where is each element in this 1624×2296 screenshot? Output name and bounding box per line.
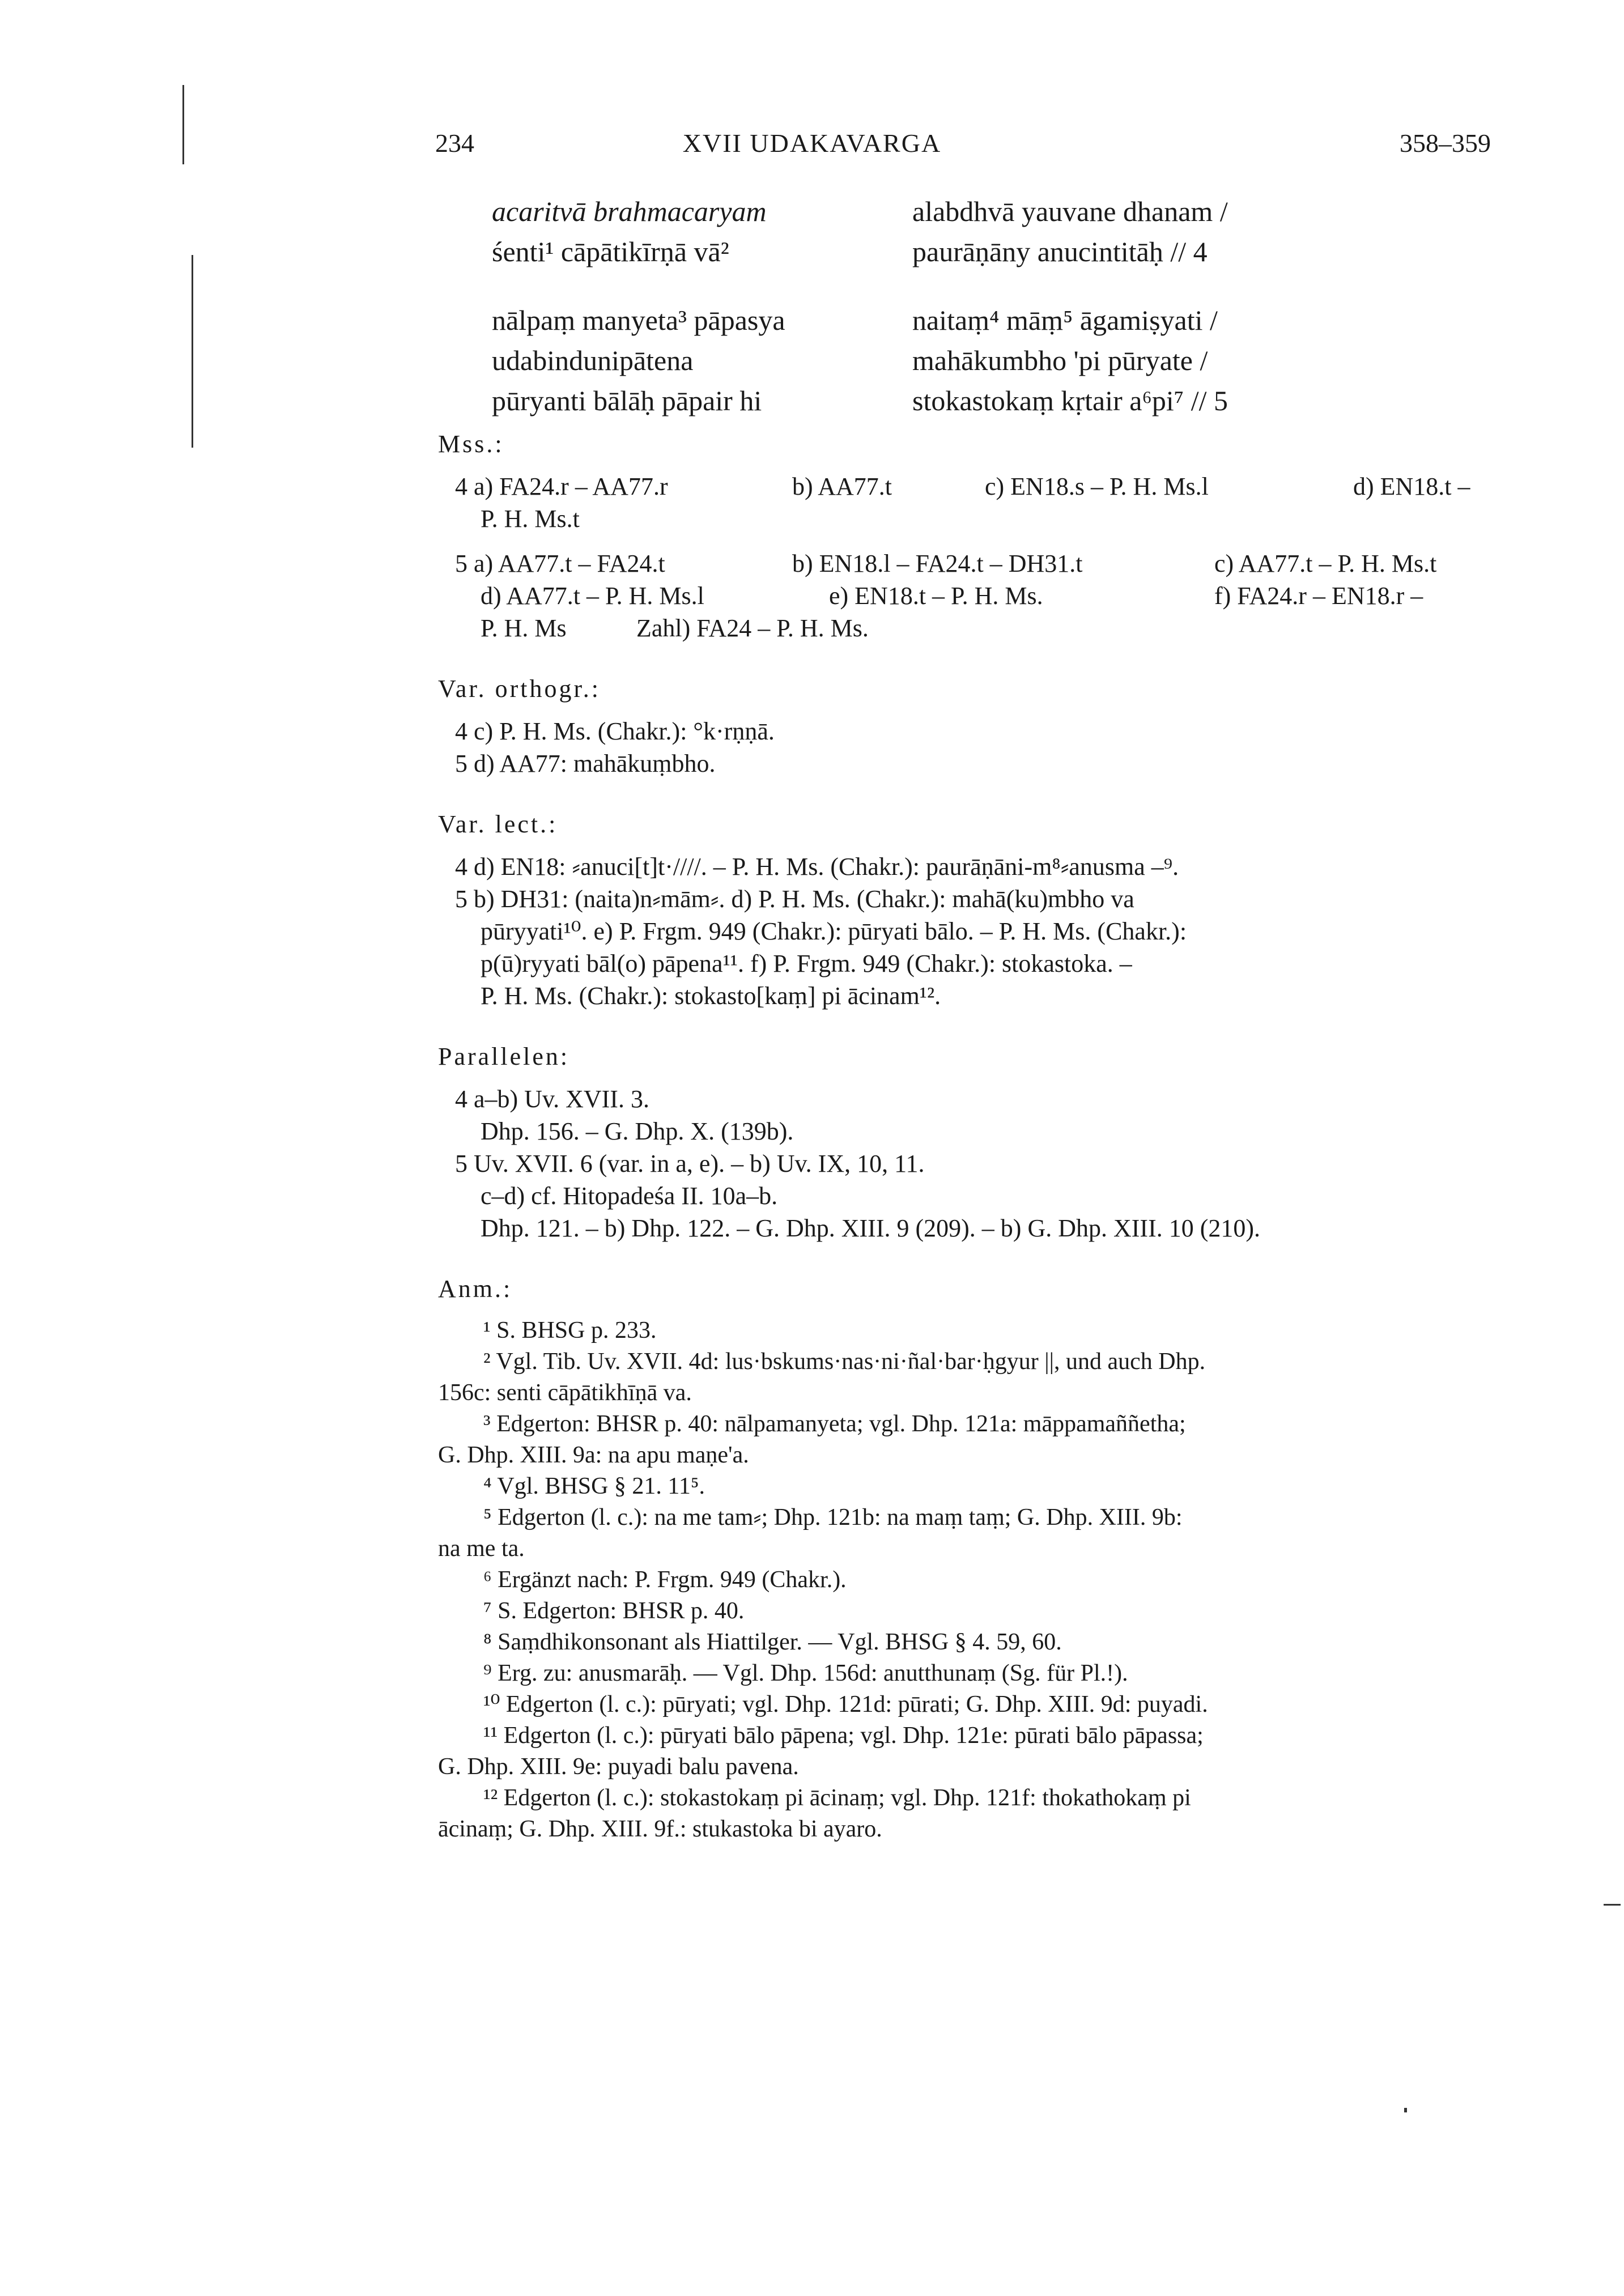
verse-pada-b: paurāṇāny anucintitāḥ // 4: [912, 236, 1208, 267]
apparatus-line: 4 a–b) Uv. XVII. 3.: [455, 1085, 649, 1113]
footnote-line: ¹¹ Edgerton (l. c.): pūryati bālo pāpena; vgl. Dhp. 121e: pūrati bālo pāpassa;: [483, 1723, 1204, 1749]
apparatus-line: 4 d) EN18: ⸗anuci[t]t·////. – P. H. Ms. (Chakr.): paurāṇāni-m⁸⸗anusma –⁹.: [455, 853, 1179, 881]
footnote-line: ¹ S. BHSG p. 233.: [483, 1317, 657, 1343]
footnote-line: ācinaṃ; G. Dhp. XIII. 9f.: stukastoka bi ayaro.: [438, 1816, 882, 1842]
verse-gap: [492, 272, 1512, 300]
var-orthogr-entries: [455, 715, 1503, 780]
apparatus-line: 5 d) AA77: mahākuṃbho.: [455, 750, 716, 777]
mss-item: f) FA24.r – EN18.r –: [1214, 582, 1423, 610]
page-number: 234: [435, 129, 474, 158]
verse-range: 358–359: [1400, 129, 1491, 158]
footnote-line: ⁴ Vgl. BHSG § 21. 11⁵.: [483, 1473, 705, 1499]
mss-row: [455, 503, 1503, 535]
verse-pada-a: pūryanti bālāḥ pāpair hi: [492, 385, 762, 416]
verse-line: [492, 300, 1512, 341]
mss-row: [455, 612, 1503, 644]
mss-row: [455, 580, 1503, 612]
running-title: XVII UDAKAVARGA: [682, 129, 942, 158]
var-orthogr-heading: Var. orthogr.:: [438, 675, 601, 703]
scan-margin-mark: [1604, 1904, 1621, 1906]
footnote-line: ¹² Edgerton (l. c.): stokastokaṃ pi ācinaṃ; vgl. Dhp. 121f: thokathokaṃ pi: [483, 1785, 1191, 1811]
verse-pada-b: alabdhvā yauvane dhanam /: [912, 195, 1228, 227]
verse-block: [492, 192, 1512, 421]
scan-margin-mark: [192, 255, 193, 448]
footnote-line: ¹⁰ Edgerton (l. c.): pūryati; vgl. Dhp. 121d: pūrati; G. Dhp. XIII. 9d: puyadi.: [483, 1691, 1208, 1717]
apparatus-line: P. H. Ms. (Chakr.): stokasto[kaṃ] pi ācinam¹².: [481, 982, 941, 1010]
footnote-line: ² Vgl. Tib. Uv. XVII. 4d: lus·bskums·nas·ni·ñal·bar·ḥgyur ||, und auch Dhp.: [483, 1349, 1206, 1375]
apparatus-line: Dhp. 156. – G. Dhp. X. (139b).: [481, 1117, 794, 1145]
mss-item: Zahl) FA24 – P. H. Ms.: [636, 614, 869, 642]
apparatus-line: 5 b) DH31: (naita)n⸗mām⸗. d) P. H. Ms. (Chakr.): mahā(ku)mbho va: [455, 885, 1134, 913]
apparatus-line: p(ū)ryyati bāl(o) pāpena¹¹. f) P. Frgm. 949 (Chakr.): stokastoka. –: [481, 950, 1132, 977]
verse-pada-a: acaritvā brahmacaryam: [492, 195, 767, 227]
apparatus-line: pūryyati¹⁰. e) P. Frgm. 949 (Chakr.): pūryati bālo. – P. H. Ms. (Chakr.):: [481, 917, 1187, 945]
apparatus-line: 5 Uv. XVII. 6 (var. in a, e). – b) Uv. IX, 10, 11.: [455, 1150, 925, 1177]
footnotes: [438, 1315, 1503, 1845]
verse-pada-b: stokastokaṃ kṛtair a⁶pi⁷ // 5: [912, 385, 1228, 416]
mss-item: b) EN18.l – FA24.t – DH31.t: [792, 550, 1083, 577]
verse-line: [492, 192, 1512, 232]
parallelen-entries: [455, 1083, 1503, 1244]
mss-item: b) AA77.t: [792, 473, 892, 500]
mss-item: e) EN18.t – P. H. Ms.: [829, 582, 1043, 610]
mss-item: 5 a) AA77.t – FA24.t: [455, 550, 665, 577]
footnote-line: ⁹ Erg. zu: anusmarāḥ. — Vgl. Dhp. 156d: anutthunaṃ (Sg. für Pl.!).: [483, 1660, 1128, 1686]
apparatus-line: c–d) cf. Hitopadeśa II. 10a–b.: [481, 1182, 778, 1210]
verse-pada-a: udabindunipātena: [492, 345, 694, 376]
parallelen-heading: Parallelen:: [438, 1043, 570, 1070]
verse-pada-a: nālpaṃ manyeta³ pāpasya: [492, 304, 785, 336]
verse-pada-a: śenti¹ cāpātikīrṇā vā²: [492, 236, 729, 267]
verse-line: [492, 341, 1512, 381]
footnote-line: ⁵ Edgerton (l. c.): na me tam⸗; Dhp. 121b: na maṃ taṃ; G. Dhp. XIII. 9b:: [483, 1504, 1183, 1530]
footnote-line: G. Dhp. XIII. 9e: puyadi balu pavena.: [438, 1754, 799, 1780]
verse-pada-b: mahākumbho 'pi pūryate /: [912, 345, 1208, 376]
mss-item: P. H. Ms: [481, 614, 567, 642]
apparatus-line: Dhp. 121. – b) Dhp. 122. – G. Dhp. XIII. 9 (209). – b) G. Dhp. XIII. 10 (210).: [481, 1214, 1261, 1242]
apparatus-line: 4 c) P. H. Ms. (Chakr.): °k·rṇṇā.: [455, 717, 775, 745]
mss-item: d) EN18.t –: [1353, 473, 1470, 500]
mss-row: [455, 547, 1503, 580]
anm-heading: Anm.:: [438, 1275, 513, 1303]
verse-line: [492, 232, 1512, 272]
var-lect-entries: [455, 851, 1503, 1012]
footnote-line: G. Dhp. XIII. 9a: na apu maṇe'a.: [438, 1442, 749, 1468]
footnote-line: ⁶ Ergänzt nach: P. Frgm. 949 (Chakr.).: [483, 1567, 847, 1593]
footnote-line: na me ta.: [438, 1536, 525, 1562]
mss-item: P. H. Ms.t: [481, 505, 580, 533]
mss-heading: Mss.:: [438, 430, 504, 458]
var-lect-heading: Var. lect.:: [438, 810, 558, 838]
page-header: [0, 128, 1624, 164]
footnote-line: ⁷ S. Edgerton: BHSR p. 40.: [483, 1598, 745, 1624]
mss-item: c) EN18.s – P. H. Ms.l: [985, 473, 1209, 500]
footnote-line: ³ Edgerton: BHSR p. 40: nālpamanyeta; vgl. Dhp. 121a: māppamaññetha;: [483, 1411, 1186, 1437]
verse-pada-b: naitaṃ⁴ māṃ⁵ āgamiṣyati /: [912, 304, 1218, 336]
scan-margin-mark: [182, 85, 184, 164]
mss-item: d) AA77.t – P. H. Ms.l: [481, 582, 704, 610]
mss-entries: [455, 470, 1503, 644]
mss-item: 4 a) FA24.r – AA77.r: [455, 473, 668, 500]
mss-item: c) AA77.t – P. H. Ms.t: [1214, 550, 1437, 577]
footnote-line: ⁸ Saṃdhikonsonant als Hiattilger. — Vgl. BHSG § 4. 59, 60.: [483, 1629, 1062, 1655]
mss-row: [455, 470, 1503, 503]
critical-apparatus: [438, 428, 1503, 1845]
verse-line: [492, 381, 1512, 421]
footnote-line: 156c: senti cāpātikhīṇā va.: [438, 1380, 692, 1406]
scan-dot: [1404, 2108, 1407, 2112]
